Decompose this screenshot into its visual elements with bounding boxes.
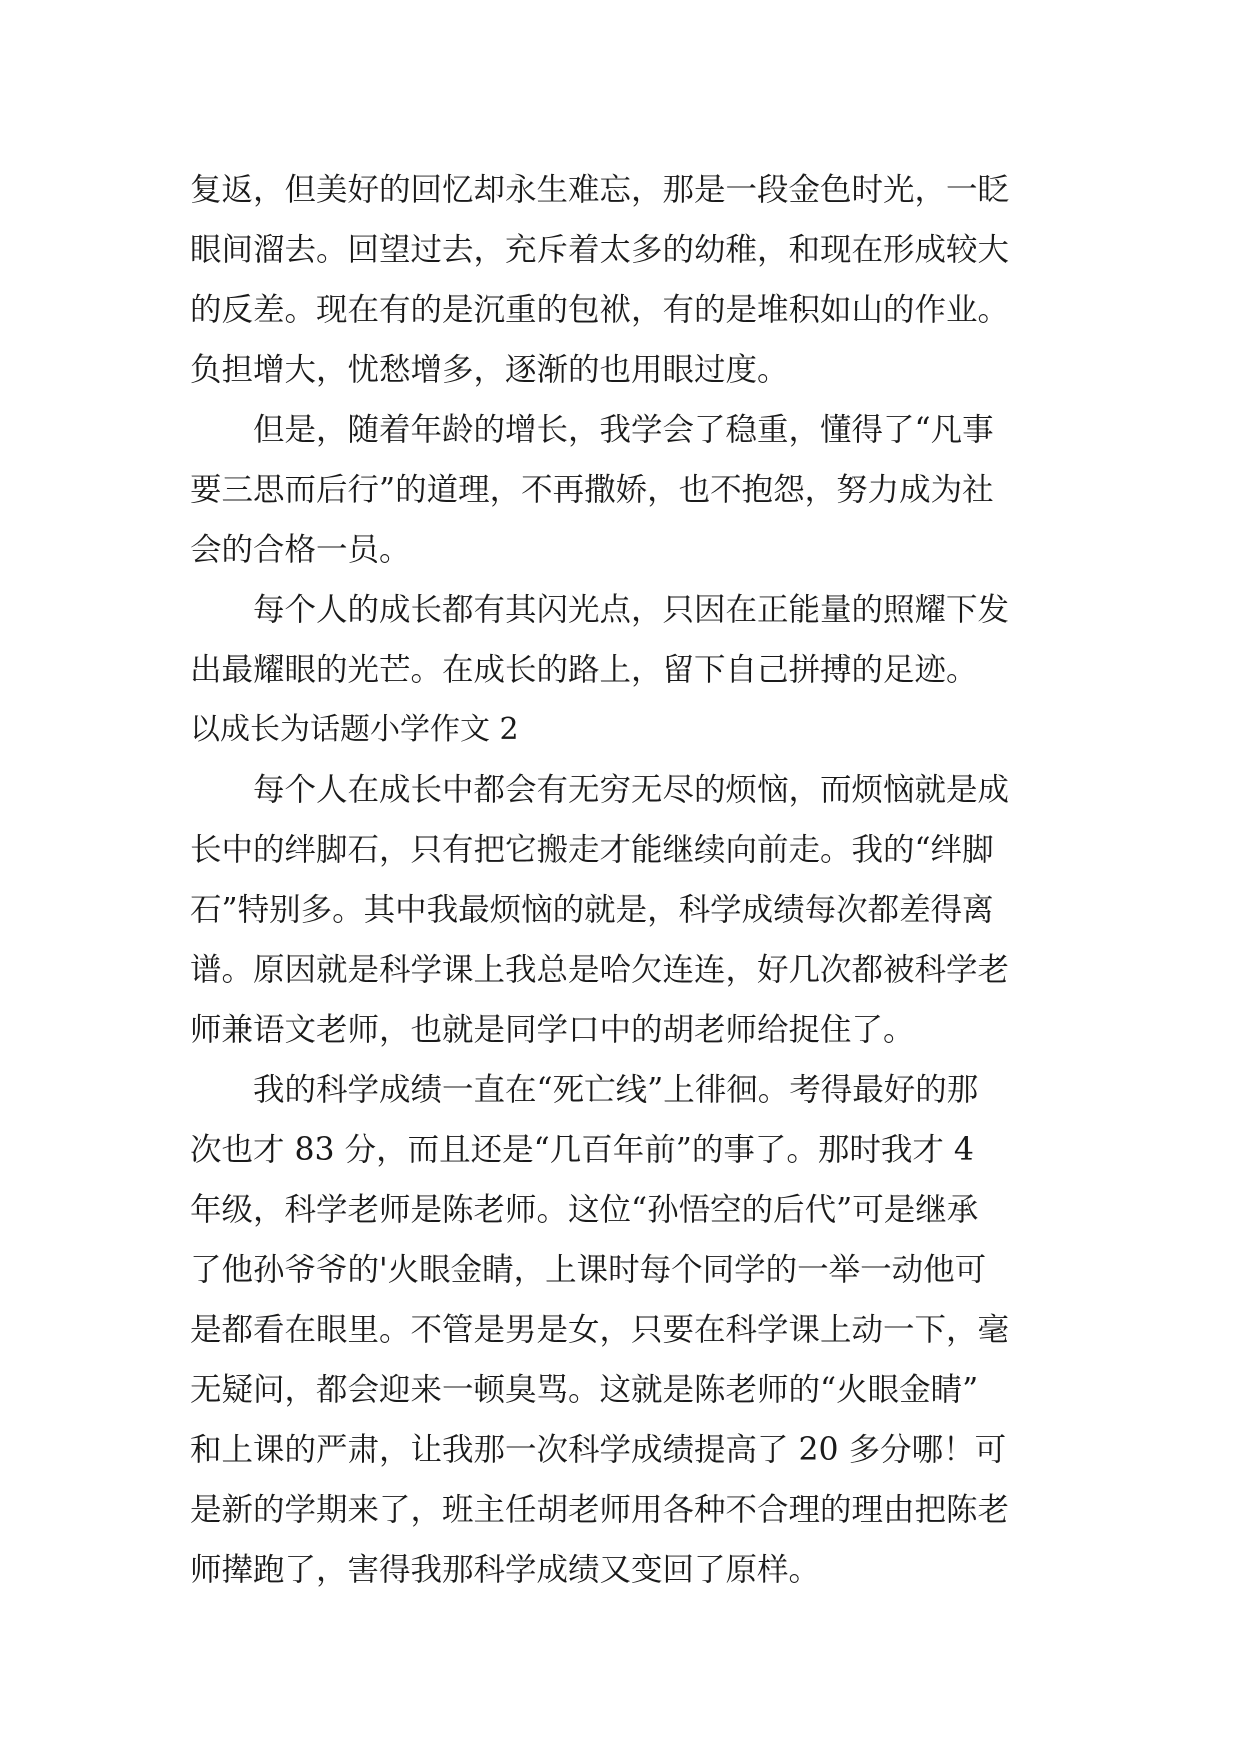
body-line: 次也才 83 分，而且还是“几百年前”的事了。那时我才 4 [190,1132,974,1168]
body-line: 谱。原因就是科学课上我总是哈欠连连，好几次都被科学老 [190,952,1010,988]
body-line: 每个人在成长中都会有无穷无尽的烦恼，而烦恼就是成 [190,772,1010,808]
body-line: 长中的绊脚石，只有把它搬走才能继续向前走。我的“绊脚 [190,832,994,868]
body-line: 师撵跑了，害得我那科学成绩又变回了原样。 [190,1552,821,1588]
body-line: 会的合格一员。 [190,532,411,568]
body-line: 和上课的严肃，让我那一次科学成绩提高了 20 多分哪！可 [190,1432,1007,1468]
document-body [190,160,1050,1600]
section-heading: 以成长为话题小学作文 2 [190,712,519,747]
body-line: 我的科学成绩一直在“死亡线”上徘徊。考得最好的那 [190,1072,979,1108]
body-line: 年级，科学老师是陈老师。这位“孙悟空的后代”可是继承 [190,1192,979,1228]
body-line: 每个人的成长都有其闪光点，只因在正能量的照耀下发 [190,592,1010,628]
body-line: 是都看在眼里。不管是男是女，只要在科学课上动一下，毫 [190,1312,1010,1348]
body-line: 眼间溜去。回望过去，充斥着太多的幼稚，和现在形成较大 [190,232,1010,268]
body-line: 出最耀眼的光芒。在成长的路上，留下自己拼搏的足迹。 [190,652,978,688]
body-line: 但是，随着年龄的增长，我学会了稳重，懂得了“凡事 [190,412,994,448]
body-line: 是新的学期来了，班主任胡老师用各种不合理的理由把陈老 [190,1492,1010,1528]
body-line: 负担增大，忧愁增多，逐渐的也用眼过度。 [190,352,789,388]
body-line: 了他孙爷爷的'火眼金睛，上课时每个同学的一举一动他可 [190,1252,987,1288]
body-line: 石”特别多。其中我最烦恼的就是，科学成绩每次都差得离 [190,892,994,928]
body-line: 师兼语文老师，也就是同学口中的胡老师给捉住了。 [190,1012,915,1048]
body-line: 无疑问，都会迎来一顿臭骂。这就是陈老师的“火眼金睛” [190,1372,979,1408]
body-line: 复返，但美好的回忆却永生难忘，那是一段金色时光，一眨 [190,172,1010,208]
body-line: 的反差。现在有的是沉重的包袱，有的是堆积如山的作业。 [190,292,1010,328]
body-line: 要三思而后行”的道理，不再撒娇，也不抱怨，努力成为社 [190,472,994,508]
